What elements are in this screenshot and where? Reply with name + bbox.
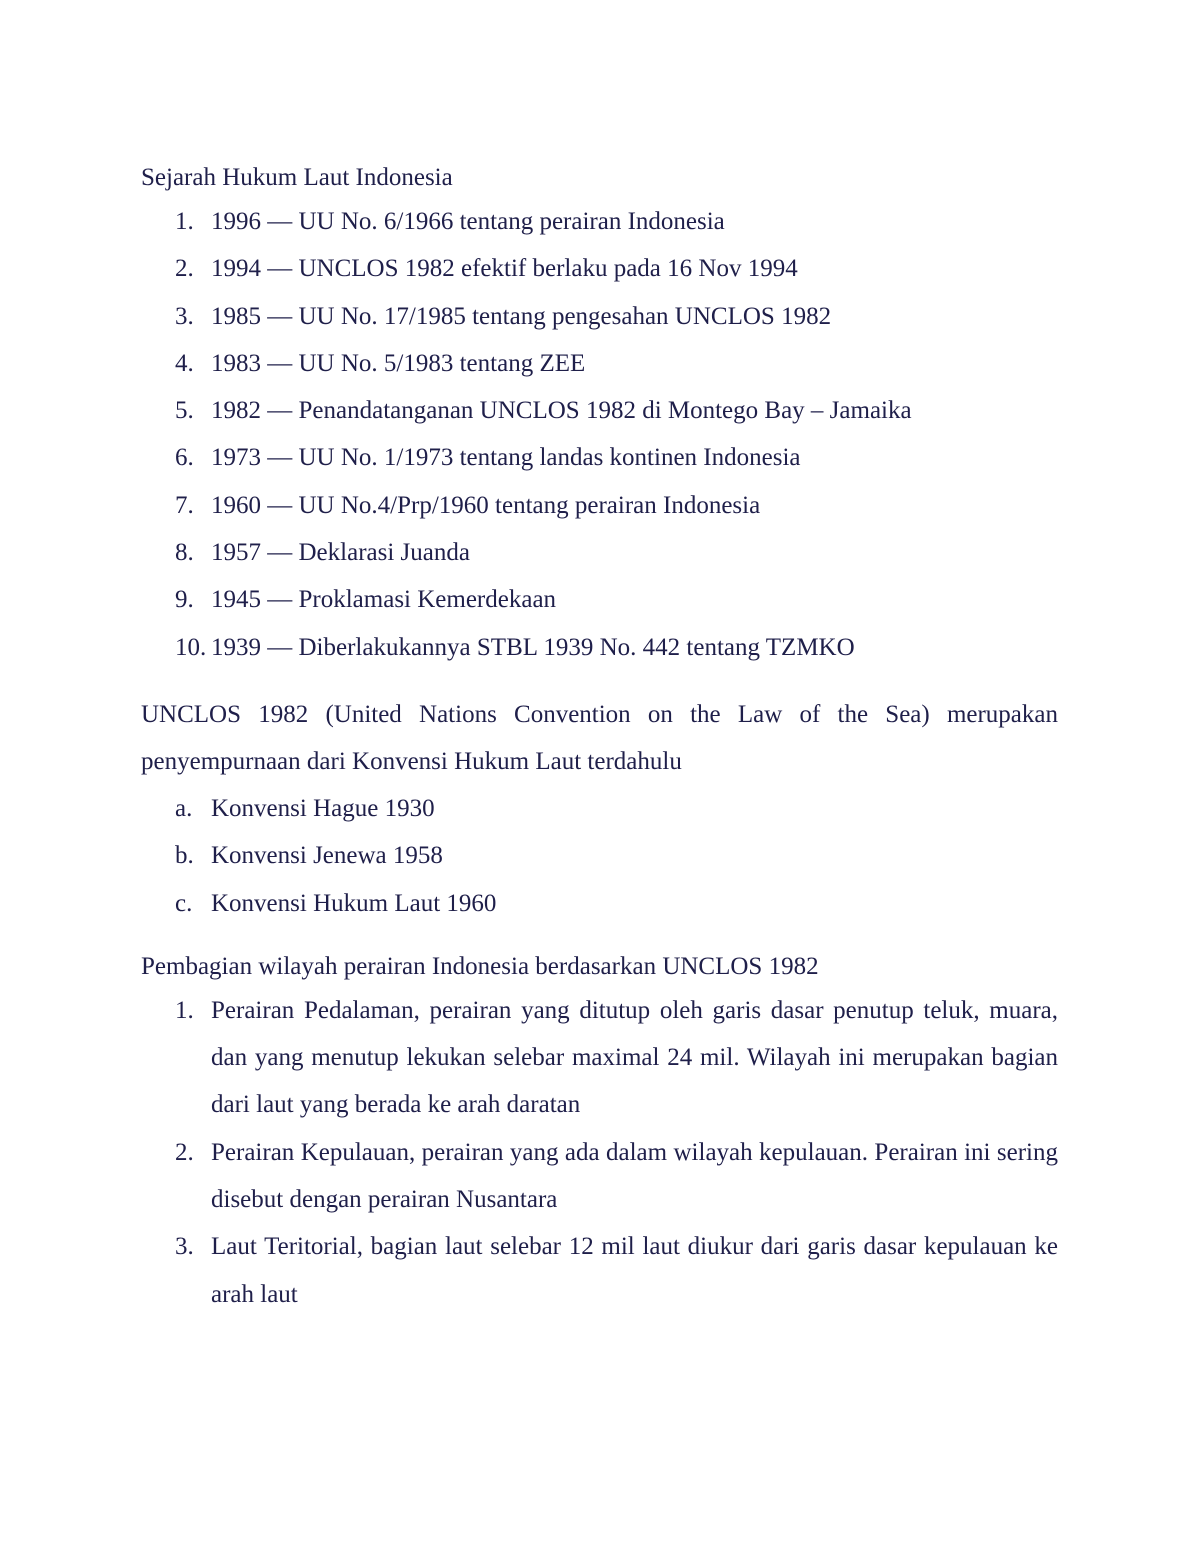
timeline-list	[141, 198, 1058, 671]
list-item-text: 1973 — UU No. 1/1973 tentang landas kontinen Indonesia	[211, 444, 801, 472]
list-item	[141, 529, 1058, 576]
convention-list	[141, 785, 1058, 927]
list-item	[141, 293, 1058, 340]
list-item-text: Konvensi Hague 1930	[211, 794, 435, 822]
list-item	[141, 198, 1058, 245]
list-item-text: Konvensi Jenewa 1958	[211, 842, 443, 870]
list-item	[141, 624, 1058, 671]
list-marker: 7.	[175, 491, 194, 519]
list-marker: 9.	[175, 586, 194, 614]
unclos-intro-paragraph: UNCLOS 1982 (United Nations Convention on the Law of the Sea) merupakan penyempurnaan dari Konvensi Hukum Laut terdahulu	[141, 700, 1058, 775]
list-marker: 8.	[175, 539, 194, 567]
list-item	[141, 987, 1058, 1129]
list-item-text: 1960 — UU No.4/Prp/1960 tentang perairan Indonesia	[211, 491, 761, 519]
list-item-text: Perairan Kepulauan, perairan yang ada dalam wilayah kepulauan. Perairan ini sering disebut dengan perairan Nusantara	[211, 1138, 1058, 1214]
list-marker: 1.	[175, 208, 194, 235]
list-item	[141, 434, 1058, 481]
list-item	[141, 340, 1058, 387]
list-marker: 5.	[175, 397, 194, 425]
list-marker: a.	[175, 794, 193, 822]
waters-division-list	[141, 987, 1058, 1318]
list-marker: 6.	[175, 444, 194, 472]
list-item	[141, 1129, 1058, 1224]
list-item	[141, 785, 1058, 832]
list-marker: 4.	[175, 349, 194, 377]
list-marker: c.	[175, 889, 193, 917]
list-item-text: 1983 — UU No. 5/1983 tentang ZEE	[211, 349, 586, 377]
list-item-text: 1996 — UU No. 6/1966 tentang perairan Indonesia	[211, 208, 725, 235]
list-marker: 3.	[175, 302, 194, 330]
list-marker: 2.	[175, 1138, 194, 1166]
list-item-text: Konvensi Hukum Laut 1960	[211, 889, 497, 917]
list-item	[141, 387, 1058, 434]
list-item-text: 1994 — UNCLOS 1982 efektif berlaku pada 16 Nov 1994	[211, 255, 798, 283]
list-marker: 10.	[175, 633, 207, 661]
list-marker: b.	[175, 842, 194, 870]
list-marker: 3.	[175, 1233, 194, 1261]
list-marker: 1.	[175, 996, 194, 1024]
list-item	[141, 482, 1058, 529]
list-marker: 2.	[175, 255, 194, 283]
list-item-text: 1957 — Deklarasi Juanda	[211, 539, 470, 567]
section-title-pembagian: Pembagian wilayah perairan Indonesia berdasarkan UNCLOS 1982	[141, 952, 819, 980]
section-title-sejarah: Sejarah Hukum Laut Indonesia	[141, 164, 453, 191]
list-item-text: 1982 — Penandatanganan UNCLOS 1982 di Montego Bay – Jamaika	[211, 397, 912, 425]
list-item-text: 1985 — UU No. 17/1985 tentang pengesahan UNCLOS 1982	[211, 302, 832, 330]
list-item-text: Perairan Pedalaman, perairan yang ditutup oleh garis dasar penutup teluk, muara, dan yang menutup lekukan selebar maximal 24 mil. Wilayah ini merupakan bagian dari laut yang berada ke arah daratan	[211, 996, 1058, 1119]
list-item-text: Laut Teritorial, bagian laut selebar 12 mil laut diukur dari garis dasar kepulauan ke arah laut	[211, 1233, 1058, 1308]
list-item-text: 1945 — Proklamasi Kemerdekaan	[211, 586, 557, 614]
list-item	[141, 880, 1058, 927]
list-item	[141, 245, 1058, 292]
list-item	[141, 576, 1058, 623]
list-item	[141, 832, 1058, 879]
list-item	[141, 1223, 1058, 1318]
list-item-text: 1939 — Diberlakukannya STBL 1939 No. 442 tentang TZMKO	[211, 633, 855, 661]
document-page	[141, 158, 1058, 1318]
